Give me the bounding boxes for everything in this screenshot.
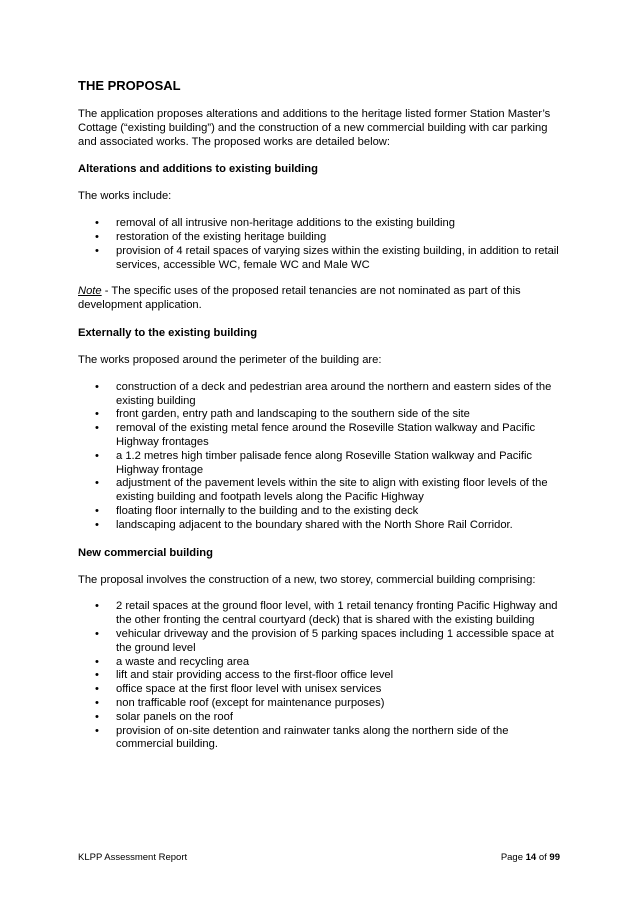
section-heading-external: Externally to the existing building (78, 326, 258, 339)
section-heading-alterations: Alterations and additions to existing building (78, 163, 318, 176)
list-item: • front garden, entry path and landscaping to the southern side of the site (78, 408, 560, 422)
list-item: • floating floor internally to the building and to the existing deck (78, 505, 560, 519)
page-number (501, 852, 560, 863)
list-item: • restoration of the existing heritage building (78, 231, 560, 245)
section-lead-external: The works proposed around the perimeter of the building are: (78, 353, 382, 366)
page-current: 14 (525, 852, 537, 863)
list-item: • landscaping adjacent to the boundary shared with the North Shore Rail Corridor. (78, 519, 560, 533)
list-item: • vehicular driveway and the provision of 5 parking spaces including 1 accessible space at the ground level (78, 628, 560, 656)
section-lead-alterations: The works include: (78, 190, 172, 203)
note-paragraph (78, 285, 560, 313)
page-footer (78, 852, 560, 863)
alterations-list (78, 217, 560, 272)
list-item: • non trafficable roof (except for maintenance purposes) (78, 697, 560, 711)
list-item: • removal of all intrusive non-heritage additions to the existing building (78, 217, 560, 231)
list-item: • office space at the first floor level with unisex services (78, 683, 560, 697)
intro-paragraph: The application proposes alterations and additions to the heritage listed former Station Master’s Cottage (“existing building”) and the construction of a new commercial building with car parking and associated works. The proposed works are detailed below: (78, 108, 551, 148)
list-item: • removal of the existing metal fence around the Roseville Station walkway and Pacific Highway frontages (78, 422, 560, 450)
list-item: • solar panels on the roof (78, 711, 560, 725)
list-item: • adjustment of the pavement levels within the site to align with existing floor levels of the existing building and footpath levels along the Pacific Highway (78, 477, 560, 505)
list-item: • provision of on-site detention and rainwater tanks along the northern side of the commercial building. (78, 725, 560, 753)
list-item: • a waste and recycling area (78, 656, 560, 670)
page-total: 99 (549, 852, 560, 863)
external-works-list (78, 381, 560, 533)
note-text: - The specific uses of the proposed retail tenancies are not nominated as part of this development application. (78, 285, 521, 312)
section-heading-commercial: New commercial building (78, 546, 213, 559)
list-item: • construction of a deck and pedestrian area around the northern and eastern sides of the existing building (78, 381, 560, 409)
list-item: • a 1.2 metres high timber palisade fence along Roseville Station walkway and Pacific Highway frontage (78, 450, 560, 478)
of-word: of (536, 852, 550, 863)
page-title: THE PROPOSAL (78, 78, 181, 93)
list-item: • provision of 4 retail spaces of varying sizes within the existing building, in addition to retail services, accessible WC, female WC and Male WC (78, 245, 560, 273)
note-label: Note (78, 285, 102, 298)
page-content (78, 78, 560, 765)
commercial-building-list (78, 600, 560, 752)
list-item: • 2 retail spaces at the ground floor level, with 1 retail tenancy fronting Pacific Highway and the other fronting the central courtyard (deck) that is shared with the existing building (78, 600, 560, 628)
footer-report-title: KLPP Assessment Report (78, 852, 188, 863)
section-lead-commercial: The proposal involves the construction of a new, two storey, commercial building comprising: (78, 573, 536, 586)
list-item: • lift and stair providing access to the first-floor office level (78, 669, 560, 683)
page-word: Page (500, 852, 526, 863)
